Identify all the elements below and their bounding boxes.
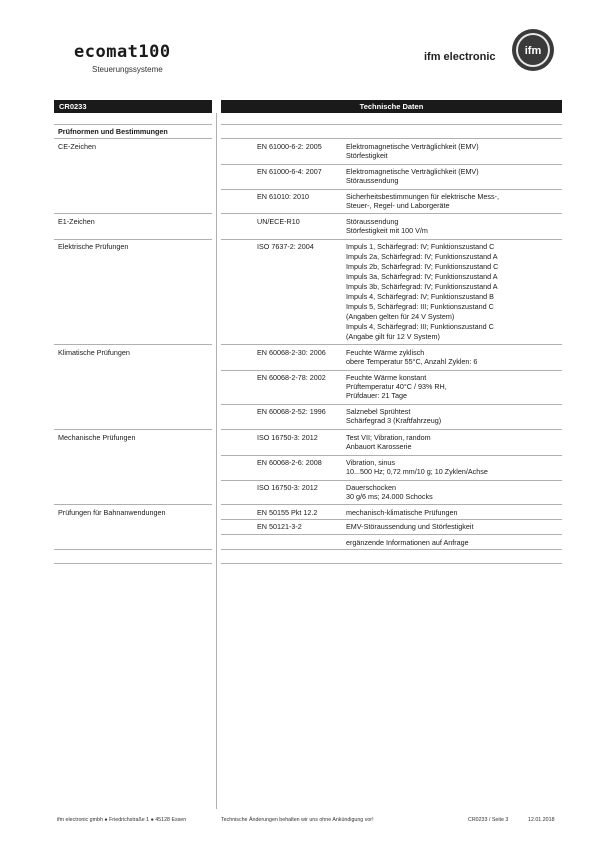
- description-line: 10...500 Hz; 0,72 mm/10 g; 10 Zyklen/Achse: [346, 467, 488, 476]
- description-line: Impuls 3a, Schärfegrad: IV; Funktionszustand A: [346, 272, 498, 281]
- standard-code: EN 60068-2-78: 2002: [257, 373, 326, 382]
- description-line: Anbauort Karosserie: [346, 442, 412, 451]
- description-line: mechanisch-klimatische Prüfungen: [346, 508, 458, 517]
- brand-name: ifm electronic: [424, 51, 496, 63]
- footer-notice: Technische Änderungen behalten wir uns ohne Ankündigung vor!: [221, 817, 374, 823]
- category-e1: E1-Zeichen: [58, 217, 95, 226]
- description-line: Feuchte Wärme zyklisch: [346, 348, 425, 357]
- description-line: Elektromagnetische Verträglichkeit (EMV): [346, 167, 479, 176]
- standard-code: EN 50121-3-2: [257, 522, 302, 531]
- description-line: Feuchte Wärme konstant: [346, 373, 427, 382]
- description-line: (Angabe gilt für 12 V System): [346, 332, 440, 341]
- description-line: Elektromagnetische Verträglichkeit (EMV): [346, 142, 479, 151]
- description-line: Prüftemperatur 40°C / 93% RH,: [346, 382, 447, 391]
- footer-company: ifm electronic gmbh ● Friedrichstraße 1 ● 45128 Essen: [57, 817, 187, 823]
- divider: [221, 344, 562, 345]
- standard-code: EN 61000-6-2: 2005: [257, 142, 322, 151]
- description-line: Prüfdauer: 21 Tage: [346, 391, 408, 400]
- description-line: 30 g/6 ms; 24.000 Schocks: [346, 492, 433, 501]
- ecomat-logo: ecomat100: [74, 42, 171, 62]
- standard-code: EN 61000-6-4: 2007: [257, 167, 322, 176]
- divider: [54, 239, 212, 240]
- table-header-title: Technische Daten: [221, 100, 562, 113]
- divider: [54, 563, 212, 564]
- description-line: EMV-Störaussendung und Störfestigkeit: [346, 522, 474, 531]
- description-line: Vibration, sinus: [346, 458, 396, 467]
- divider: [221, 549, 562, 550]
- category-ce: CE-Zeichen: [58, 142, 96, 151]
- ifm-logo-text: ifm: [524, 45, 542, 57]
- divider: [221, 429, 562, 430]
- divider: [221, 455, 562, 456]
- divider: [221, 404, 562, 405]
- description-line: Sicherheitsbestimmungen für elektrische Mess-,: [346, 192, 499, 201]
- description-line: Impuls 2b, Schärfegrad: IV; Funktionszustand C: [346, 262, 499, 271]
- divider: [54, 138, 212, 139]
- standard-code: EN 61010: 2010: [257, 192, 309, 201]
- footer-page: CR0233 / Seite 3: [468, 817, 509, 823]
- divider: [221, 370, 562, 371]
- standard-code: EN 60068-2-52: 1996: [257, 407, 326, 416]
- description-line: Salznebel Sprühtest: [346, 407, 411, 416]
- standard-code: EN 60068-2-6: 2008: [257, 458, 322, 467]
- description-line: Impuls 4, Schärfegrad: IV; Funktionszustand B: [346, 292, 494, 301]
- divider: [221, 213, 562, 214]
- divider: [221, 124, 562, 125]
- divider: [54, 429, 212, 430]
- standard-code: ISO 7637-2: 2004: [257, 242, 314, 251]
- divider: [221, 189, 562, 190]
- standard-code: ISO 16750-3: 2012: [257, 433, 318, 442]
- logo-subtitle: Steuerungssysteme: [92, 65, 163, 74]
- divider: [221, 138, 562, 139]
- standard-code: EN 60068-2-30: 2006: [257, 348, 326, 357]
- description-line: ergänzende Informationen auf Anfrage: [346, 538, 469, 547]
- divider: [221, 480, 562, 481]
- divider: [221, 504, 562, 505]
- description-line: Steuer-, Regel- und Laborgeräte: [346, 200, 450, 210]
- divider: [221, 563, 562, 564]
- description-line: Impuls 2a, Schärfegrad: IV; Funktionszustand A: [346, 252, 498, 261]
- divider: [54, 213, 212, 214]
- category-mechanical: Mechanische Prüfungen: [58, 433, 136, 442]
- category-climatic: Klimatische Prüfungen: [58, 348, 130, 357]
- standard-code: ISO 16750-3: 2012: [257, 483, 318, 492]
- divider: [54, 124, 212, 125]
- table-header-product: CR0233: [54, 100, 212, 113]
- section-title: Prüfnormen und Bestimmungen: [58, 127, 168, 136]
- divider: [54, 549, 212, 550]
- description-line: (Angaben gelten für 24 V System): [346, 312, 455, 321]
- category-electrical: Elektrische Prüfungen: [58, 242, 129, 251]
- description-line: Impuls 1, Schärfegrad: IV; Funktionszustand C: [346, 242, 495, 251]
- divider: [54, 504, 212, 505]
- divider: [221, 519, 562, 520]
- description-line: Dauerschocken: [346, 483, 396, 492]
- divider: [221, 164, 562, 165]
- description-line: Schärfegrad 3 (Kraftfahrzeug): [346, 416, 442, 425]
- divider: [221, 239, 562, 240]
- description-line: Störaussendung: [346, 175, 399, 185]
- description-line: Test VII; Vibration, random: [346, 433, 431, 442]
- description-line: Impuls 5, Schärfegrad: III; Funktionszustand C: [346, 302, 494, 311]
- standard-code: EN 50155 Pkt 12.2: [257, 508, 318, 517]
- divider: [54, 344, 212, 345]
- description-line: Impuls 3b, Schärfegrad: IV; Funktionszustand A: [346, 282, 498, 291]
- divider: [221, 534, 562, 535]
- description-line: Störaussendung: [346, 217, 399, 226]
- description-line: Impuls 4, Schärfegrad: III; Funktionszustand C: [346, 322, 494, 331]
- standard-code: UN/ECE-R10: [257, 217, 300, 226]
- ifm-logo-icon: [511, 28, 555, 72]
- column-divider: [216, 113, 217, 809]
- description-line: obere Temperatur 55°C, Anzahl Zyklen: 6: [346, 357, 478, 366]
- category-railway: Prüfungen für Bahnanwendungen: [58, 508, 166, 517]
- description-line: Störfestigkeit: [346, 150, 388, 160]
- description-line: Störfestigkeit mit 100 V/m: [346, 225, 428, 235]
- footer-date: 12.01.2018: [528, 817, 555, 823]
